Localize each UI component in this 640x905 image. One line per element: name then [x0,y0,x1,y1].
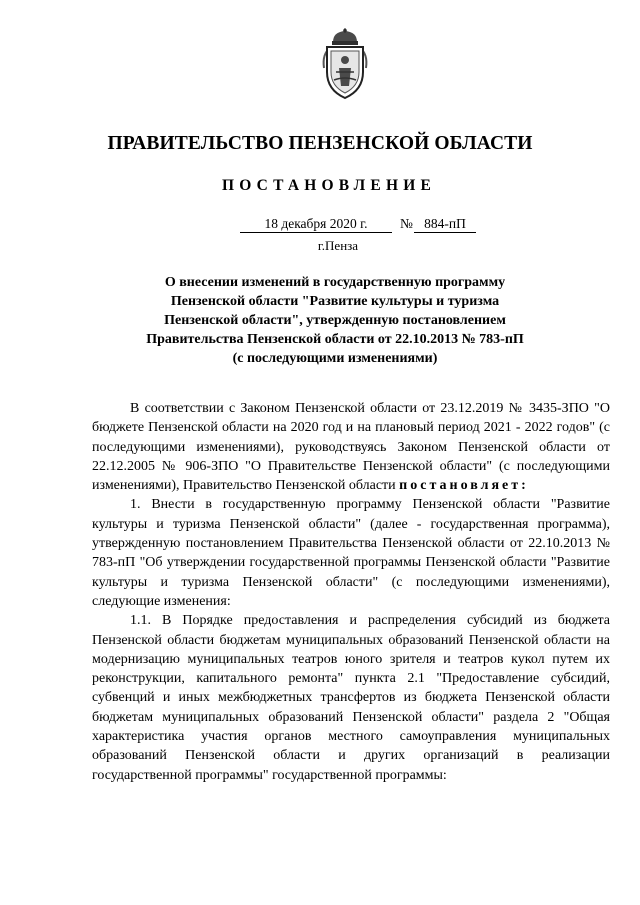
decree-word: постановляет: [399,478,529,494]
city: г.Пенза [317,238,359,253]
preamble-text: В соответствии с Законом Пензенской области от 23.12.2019 № 3435-ЗПО "О бюджете Пензенской области на 2020 год и на плановый период 2021 - 2022 годов" (с последующими изменениями), руководствуясь Законом Пензенской области от 22.12.2005 № 906-ЗПО "О Правительстве Пензенской области" (с последующими изменениями), Правительство Пензенской области [92,401,610,494]
subject-line: Правительства Пензенской области от 22.10.2013 № 783-пП [146,332,524,347]
government-title: ПРАВИТЕЛЬСТВО ПЕНЗЕНСКОЙ ОБЛАСТИ [107,133,533,154]
subject-line: Пензенской области", утвержденную постановлением [164,313,506,328]
document-type: ПОСТАНОВЛЕНИЕ [221,177,437,194]
subject-line: О внесении изменений в государственную программу [164,275,506,290]
document-date: 18 декабря 2020 г. [240,215,392,233]
number-label: № [400,216,413,231]
document-number: 884-пП [414,215,476,233]
coat-of-arms-icon [318,28,372,100]
document-subject [120,273,550,368]
date-number-line [0,215,640,235]
document-body [92,399,610,785]
body-paragraph [92,399,610,495]
subject-line: Пензенской области "Развитие культуры и туризма [170,294,500,309]
subject-line: (с последующими изменениями) [232,351,438,366]
body-paragraph: 1.1. В Порядке предоставления и распределения субсидий из бюджета Пензенской области бюджетам муниципальных образований Пензенской области на модернизацию муниципальных театров юного зрителя и театров кукол путем их реконструкции, капитального ремонта" пункта 2.1 "Предоставление субсидий, субвенций и иных межбюджетных трансфертов из бюджета Пензенской области бюджетам муниципальных образований Пензенской области" раздела 2 "Общая характеристика участия органов местного самоуправления муниципальных образований Пензенской области и других организаций в реализации государственной программы" государственной программы: [92,613,610,783]
body-paragraph: 1. Внести в государственную программу Пензенской области "Развитие культуры и туризма Пензенской области" (далее - государственная программа), утвержденную постановлением Правительства Пензенской области от 22.10.2013 № 783-пП "Об утверждении государственной программы Пензенской области "Развитие культуры и туризма Пензенской области" (с последующими изменениями), следующие изменения: [92,497,610,609]
